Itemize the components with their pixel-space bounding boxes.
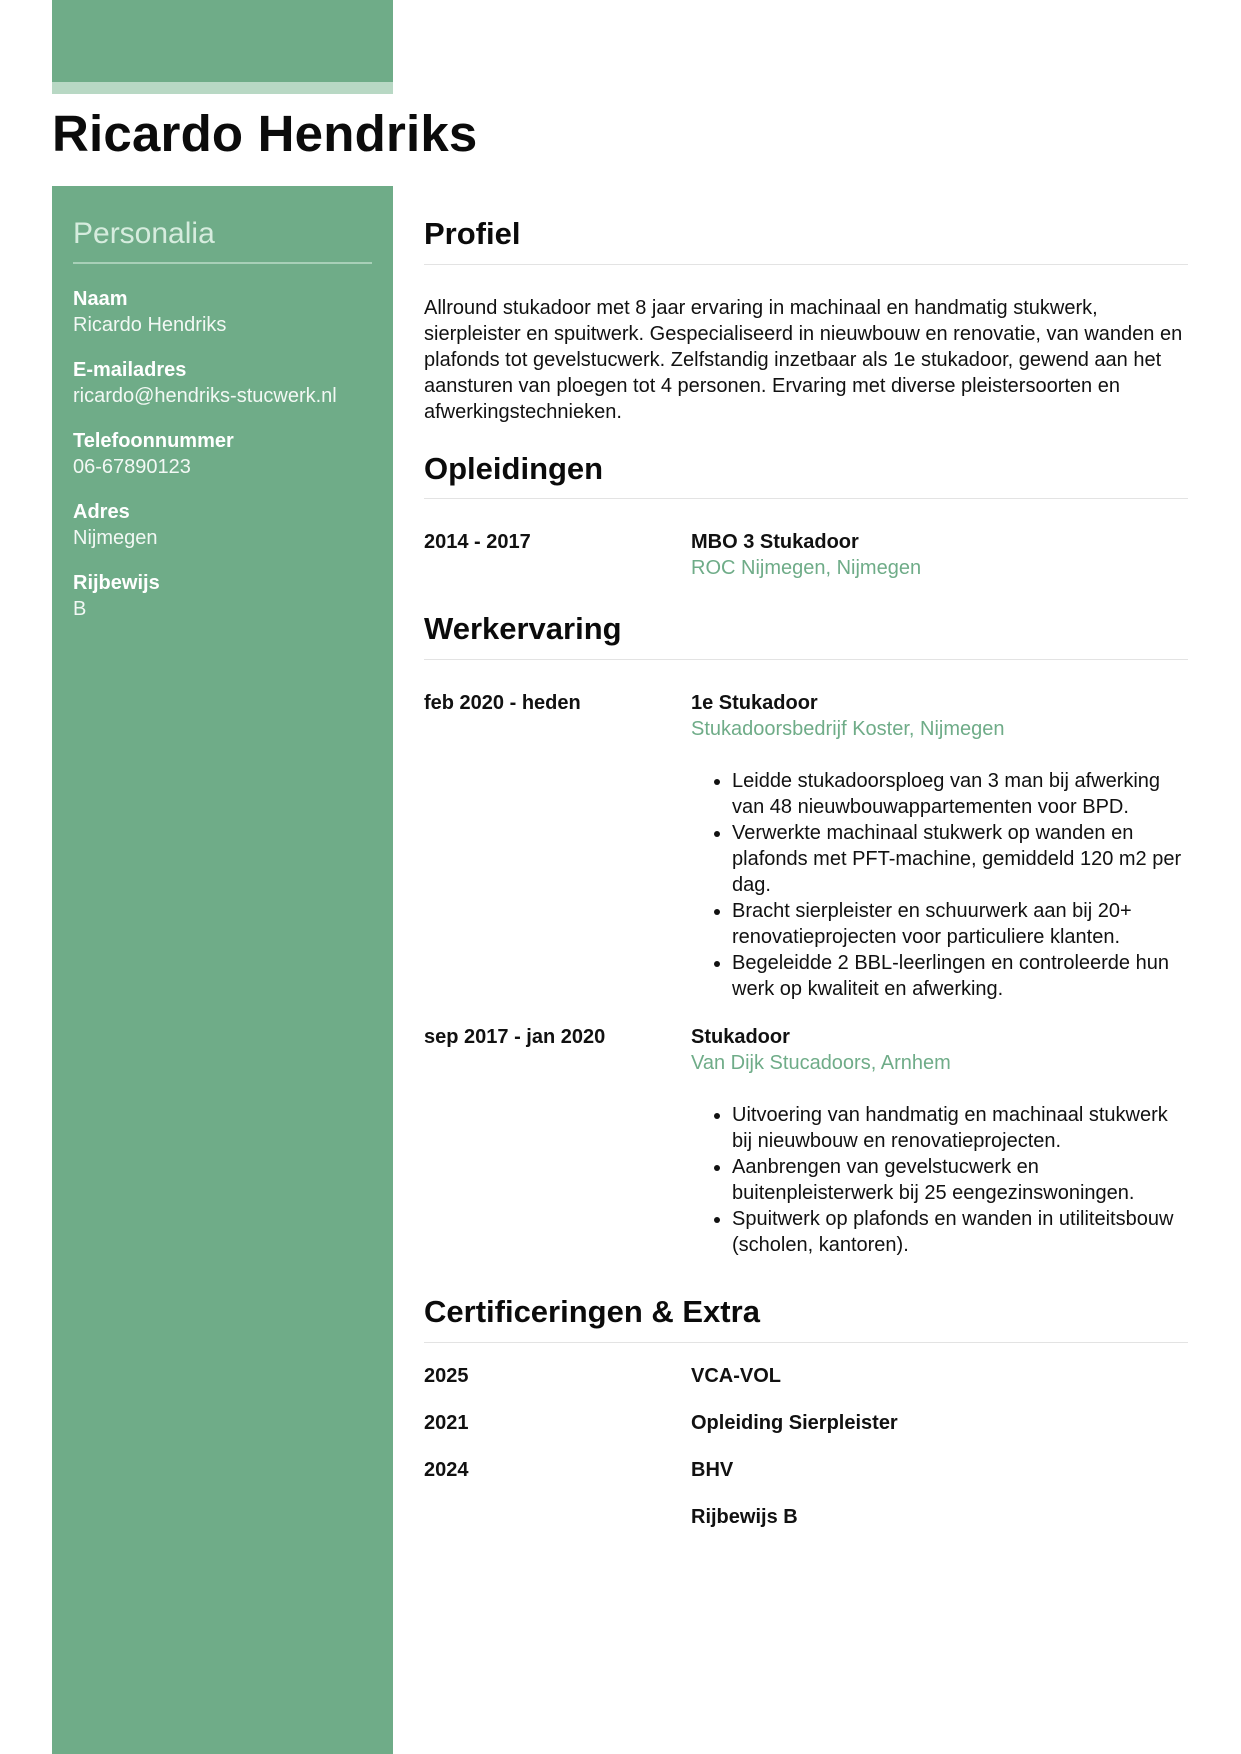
personalia-list: [73, 286, 372, 622]
bullet-list: [691, 1102, 1188, 1258]
personalia-value: 06-67890123: [73, 456, 191, 478]
cert-row: [424, 1410, 1188, 1437]
entry-institution: ROC Nijmegen, Nijmegen: [691, 557, 922, 580]
bullet-item: • Spuitwerk op plafonds en wanden in utiliteitsbouw (scholen, kantoren).: [732, 1206, 1188, 1258]
bullet-item: • Leidde stukadoorsploeg van 3 man bij afwerking van 48 nieuwbouwappartementen voor BPD.: [732, 768, 1188, 820]
bullet-item: • Verwerkte machinaal stukwerk op wanden en plafonds met PFT-machine, gemiddeld 120 m2 per dag.: [732, 820, 1188, 898]
personalia-item-rijbewijs: [73, 570, 372, 622]
bullet-item: • Begeleidde 2 BBL-leerlingen en controleerde hun werk op kwaliteit en afwerking.: [732, 950, 1188, 1002]
cert-row: [424, 1457, 1188, 1484]
bullet-item: • Bracht sierpleister en schuurwerk aan bij 20+ renovatieprojecten voor particuliere klanten.: [732, 898, 1188, 950]
cert-year: 2024: [424, 1458, 469, 1481]
entry-body: [691, 529, 1188, 581]
entry-title: 1e Stukadoor: [691, 691, 818, 714]
personalia-label: Naam: [73, 288, 128, 310]
personalia-label: Rijbewijs: [73, 572, 160, 594]
work-section: [424, 581, 1188, 1258]
header-accent-band: [52, 0, 393, 82]
personalia-label: Adres: [73, 501, 130, 523]
candidate-name: Ricardo Hendriks: [52, 105, 478, 162]
personalia-item-telefoon: [73, 428, 372, 480]
cert-name: VCA-VOL: [691, 1364, 781, 1387]
education-entry: [424, 529, 1188, 581]
entry-date: 2014 - 2017: [424, 531, 531, 554]
bullet-item: • Uitvoering van handmatig en machinaal stukwerk bij nieuwbouw en renovatieprojecten.: [732, 1102, 1188, 1154]
header-accent-line: [52, 82, 393, 94]
personalia-label: E-mailadres: [73, 359, 187, 381]
cert-row: [424, 1363, 1188, 1390]
cert-name: Rijbewijs B: [691, 1505, 798, 1528]
personalia-value: Nijmegen: [73, 527, 158, 549]
section-title-opleidingen: Opleidingen: [424, 451, 1188, 500]
entry-employer: Stukadoorsbedrijf Koster, Nijmegen: [691, 717, 1005, 740]
cert-row: [424, 1504, 1188, 1531]
entry-date: sep 2017 - jan 2020: [424, 1025, 606, 1048]
entry-title: MBO 3 Stukadoor: [691, 531, 859, 554]
cert-name: Opleiding Sierpleister: [691, 1411, 898, 1434]
cert-year: [424, 1504, 691, 1531]
personalia-item-email: [73, 357, 372, 409]
personalia-heading: Personalia: [73, 216, 372, 264]
bullet-item: • Aanbrengen van gevelstucwerk en buitenpleisterwerk bij 25 eengezinswoningen.: [732, 1154, 1188, 1206]
bullet-list: [691, 768, 1188, 1002]
certs-section: [424, 1258, 1188, 1531]
personalia-label: Telefoonnummer: [73, 430, 234, 452]
work-entry: [424, 1024, 1188, 1258]
profile-text: Allround stukadoor met 8 jaar ervaring in machinaal en handmatig stukwerk, sierpleister en spuitwerk. Gespecialiseerd in nieuwbouw en renovatie, van wanden en plafonds tot gevelstucwerk. Zelfstandig inzetbaar als 1e stukadoor, gewend aan het aansturen van ploegen tot 4 personen. Ervaring met diverse pleistersoorten en afwerkingstechnieken.: [424, 296, 1183, 423]
section-title-werkervaring: Werkervaring: [424, 581, 1188, 660]
entry-title: Stukadoor: [691, 1025, 790, 1048]
personalia-item-naam: [73, 286, 372, 338]
section-title-profiel: Profiel: [424, 186, 1188, 265]
personalia-value: Ricardo Hendriks: [73, 314, 227, 336]
entry-body: [691, 690, 1188, 1002]
cert-year: 2021: [424, 1411, 469, 1434]
education-section: [424, 451, 1188, 582]
personalia-item-adres: [73, 499, 372, 551]
entry-body: [691, 1024, 1188, 1258]
cert-name: BHV: [691, 1458, 734, 1481]
personalia-value: B: [73, 598, 87, 620]
personalia-value: ricardo@hendriks-stucwerk.nl: [73, 385, 337, 407]
main-content: [424, 186, 1188, 1531]
profile-section: [424, 186, 1188, 425]
entry-date: feb 2020 - heden: [424, 691, 581, 714]
entry-employer: Van Dijk Stucadoors, Arnhem: [691, 1051, 951, 1074]
personalia-sidebar: [52, 186, 393, 1754]
work-entry: [424, 690, 1188, 1002]
section-title-certificeringen: Certificeringen & Extra: [424, 1264, 1188, 1343]
cert-year: 2025: [424, 1364, 469, 1387]
